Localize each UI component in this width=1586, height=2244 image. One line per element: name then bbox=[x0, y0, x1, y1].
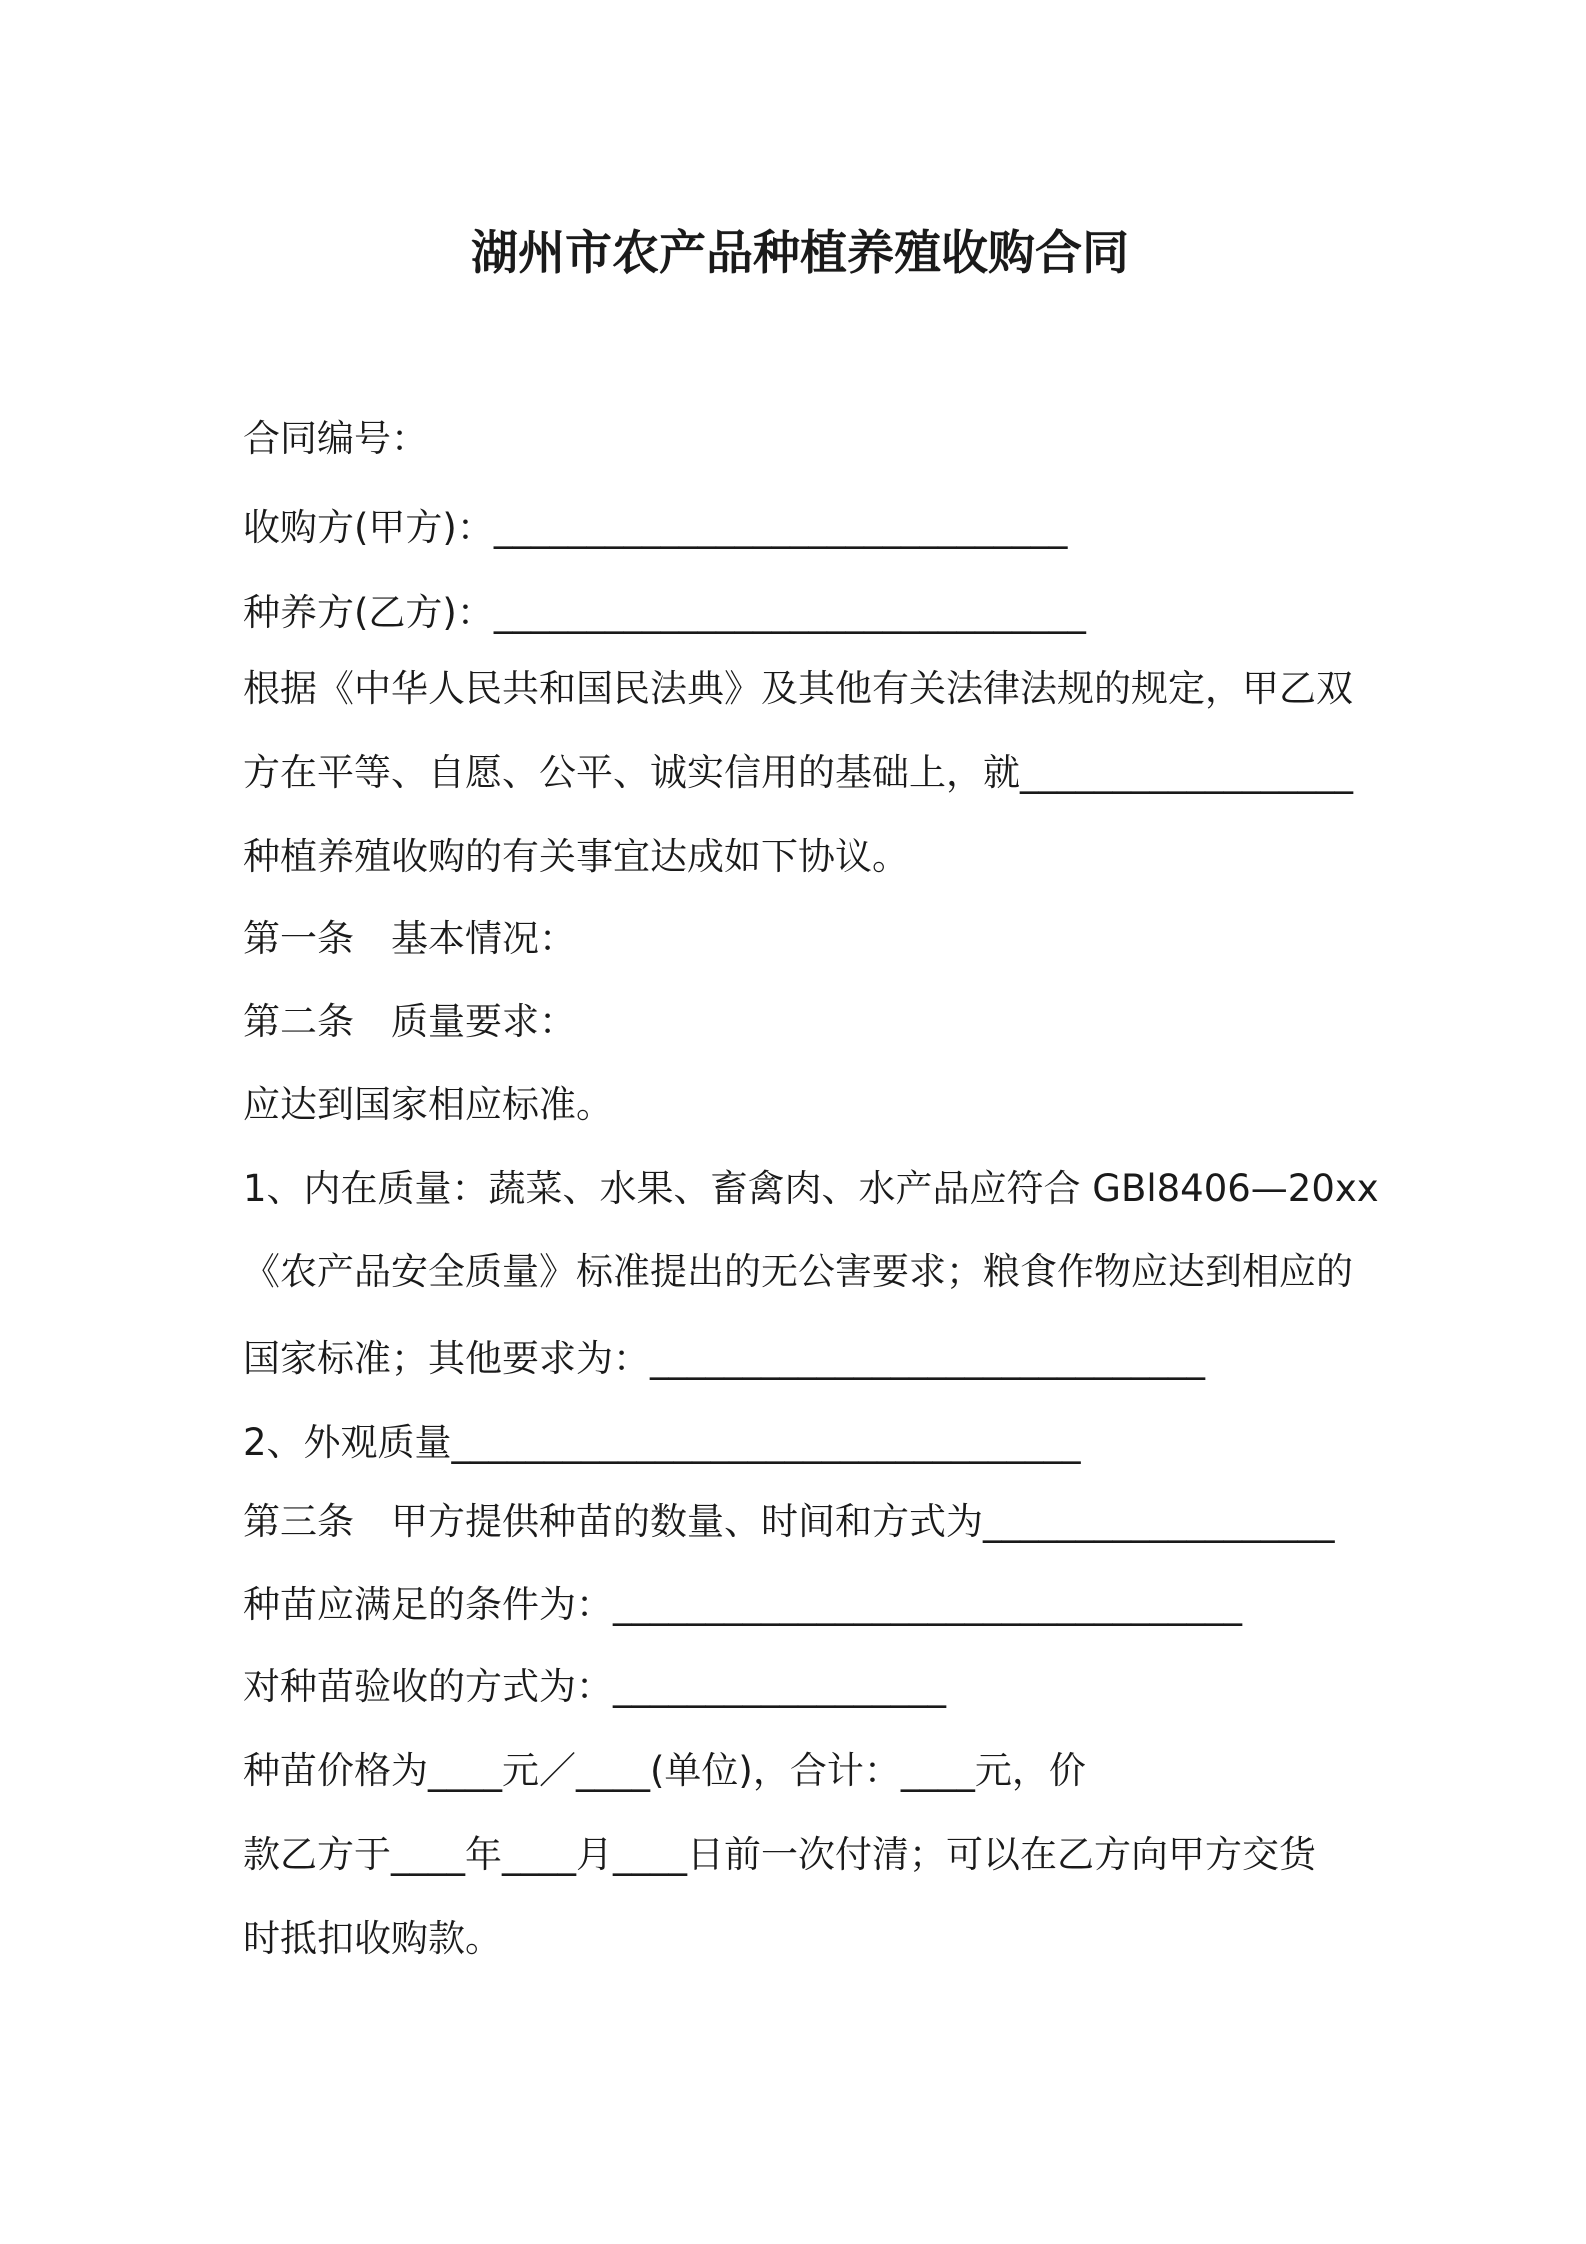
preamble-line-1: 根据《中华人民共和国民法典》及其他有关法律法规的规定，甲乙双 bbox=[243, 667, 1353, 710]
document-title: 湖州市农产品种植养殖收购合同 bbox=[471, 226, 1129, 281]
payment-terms-line: 款乙方于____年____月____日前一次付清；可以在乙方向甲方交货 bbox=[243, 1833, 1316, 1876]
seedling-price-line: 种苗价格为____元／____(单位)，合计：____元，价 bbox=[243, 1749, 1086, 1792]
quality-standard-line: 应达到国家相应标准。 bbox=[243, 1083, 613, 1126]
grower-party-line: 种养方(乙方)：________________________________ bbox=[243, 591, 1086, 634]
intrinsic-quality-line-1: 1、内在质量：蔬菜、水果、畜禽肉、水产品应符合 GBl8406—20xx bbox=[243, 1167, 1379, 1210]
seedling-conditions-line: 种苗应满足的条件为：__________________________________ bbox=[243, 1583, 1242, 1626]
intrinsic-quality-line-2: 《农产品安全质量》标准提出的无公害要求；粮食作物应达到相应的 bbox=[243, 1250, 1353, 1293]
article-2-heading: 第二条 质量要求： bbox=[243, 1000, 576, 1043]
appearance-quality-line: 2、外观质量__________________________________ bbox=[243, 1421, 1081, 1464]
preamble-line-3: 种植养殖收购的有关事宜达成如下协议。 bbox=[243, 835, 909, 878]
deduction-line: 时抵扣收购款。 bbox=[243, 1917, 502, 1960]
intrinsic-quality-line-3: 国家标准；其他要求为：______________________________ bbox=[243, 1337, 1205, 1380]
contract-number-line: 合同编号： bbox=[243, 417, 428, 460]
article-3-line: 第三条 甲方提供种苗的数量、时间和方式为___________________ bbox=[243, 1500, 1335, 1543]
seedling-acceptance-line: 对种苗验收的方式为：__________________ bbox=[243, 1665, 946, 1708]
preamble-line-2: 方在平等、自愿、公平、诚实信用的基础上，就__________________ bbox=[243, 751, 1353, 794]
buyer-party-line: 收购方(甲方)：_______________________________ bbox=[243, 506, 1068, 549]
article-1-heading: 第一条 基本情况： bbox=[243, 917, 576, 960]
